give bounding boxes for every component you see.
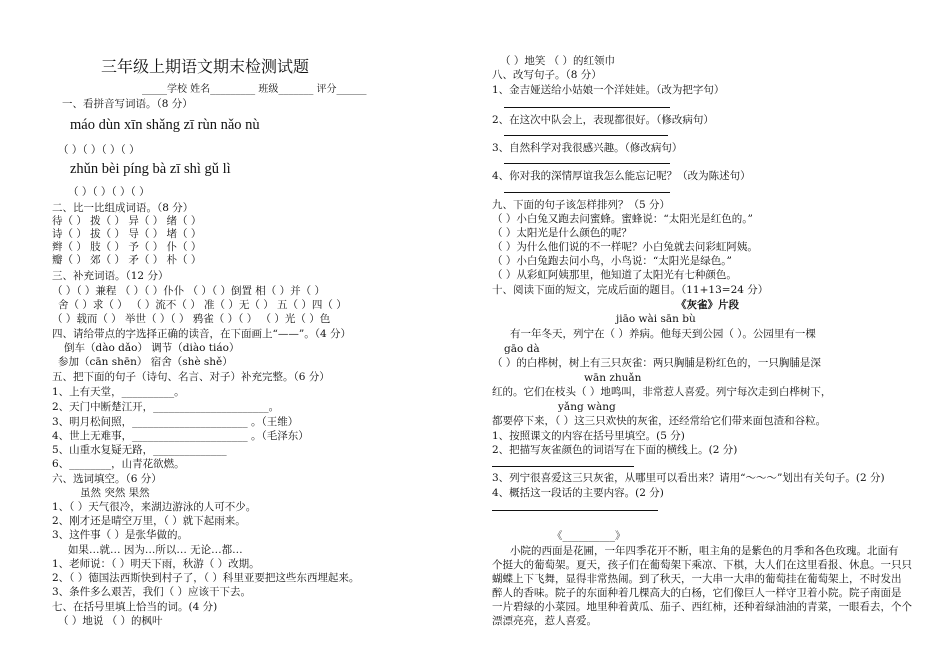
idiom-row-2: 舍（ ）求（ ） （ ）流不（ ） 准（ ）无（ ） 五（ ）四（ ） xyxy=(58,299,347,311)
section-3-heading: 三、补充词语。（12 分） xyxy=(52,270,169,282)
passage-2-title: 《__________》 xyxy=(552,530,626,542)
passage-1-question-3: 3、列宁很喜爱这三只灰雀，从哪里可以看出来？请用“～～～”划出有关句子。(2 分) xyxy=(492,472,885,484)
section-10-heading: 十、阅读下面的短文，完成后面的题目。（11+13=24 分） xyxy=(492,284,769,296)
passage-1-line-4: 都要停下来，（ ）这三只欢快的灰雀，还经常给它们带来面包渣和谷粒。 xyxy=(492,415,827,427)
fill-sentence-3: 3、这件事（ ）是张华做的。 xyxy=(52,529,189,541)
passage-1-pinyin-3: wān zhuǎn xyxy=(584,372,642,384)
word-choices-1: 虽然 突然 果然 xyxy=(80,487,150,499)
fill-sentence-1: 1、（ ）天气很冷，来湖边游泳的人可不少。 xyxy=(52,501,257,513)
fill-sentence-4: 1、老师说：（ ）明天下雨，秋游（ ）改期。 xyxy=(52,558,260,570)
reading-row-2: 参加（cān shēn） 宿舍（shè shě） xyxy=(58,356,233,368)
pinyin-row-1: máo dùn xīn shǎng zī rùn nǎo nù xyxy=(70,117,260,133)
section-5-heading: 五、把下面的句子（诗句、名言、对子）补充完整。（6 分） xyxy=(52,371,330,383)
order-item-5: （ ）从彩虹阿姨那里，他知道了太阳光有七种颜色。 xyxy=(492,269,737,281)
section-9-heading: 九、下面的句子该怎样排列？（5 分） xyxy=(492,199,671,211)
compare-row-1: 待（ ） 拨（ ） 异（ ） 绪（ ） xyxy=(52,215,202,227)
idiom-row-1: （ ）（ ）兼程 （ ）（ ）仆仆 （ ）（ ）倒置 相（ ）并（ ） xyxy=(52,285,325,297)
pinyin-row-2: zhǔn bèi píng bà zī shì gǔ lì xyxy=(70,161,231,177)
poem-line-6: 6、________，山青花欲燃。 xyxy=(52,458,185,470)
exam-title: 三年级上期语文期末检测试题 xyxy=(101,57,310,76)
passage-1-question-1: 1、按照课文的内容在括号里填空。(5 分) xyxy=(492,430,685,442)
answer-brackets-1: （ ）（ ）（ ）（ ） xyxy=(58,144,140,156)
passage-2-line-4: 醉人的香味。院子的东面种着几棵高大的白杨，它们像巨人一样守卫着小院。院子南面是 xyxy=(492,587,902,599)
fill-sentence-5: 2、（ ）德国法西斯快到村子了，（ ）科里亚要把这些东西埋起来。 xyxy=(52,572,360,584)
passage-1-line-3: 红的。它们在枝头（ ）地鸣叫，非常惹人喜爱。列宁每次走到白桦树下， xyxy=(492,386,832,398)
passage-1-question-2: 2、把描写灰雀颜色的词语写在下面的横线上。(2 分) xyxy=(492,444,738,456)
order-item-2: （ ）太阳光是什么颜色的呢？ xyxy=(492,227,632,239)
rewrite-item-3: 3、自然科学对我很感兴趣。（修改病句） xyxy=(492,142,683,154)
fill-sentence-2: 2、刚才还是晴空万里，（ ）就下起雨来。 xyxy=(52,515,246,527)
passage-1-pinyin-4: yǎng wàng xyxy=(558,401,616,413)
passage-2-line-6: 漂漂亮亮，惹人喜爱。 xyxy=(492,615,597,627)
phrase-row-2: （ ）地笑 （ ）的红领巾 xyxy=(500,55,616,67)
passage-2-line-3: 蝴蝶上下飞舞，显得非常热闹。到了秋天，一大串一大串的葡萄挂在葡萄架上，不时发出 xyxy=(492,573,902,585)
passage-1-line-2: （ ）的白桦树，树上有三只灰雀：两只胸脯是粉红色的，一只胸脯是深 xyxy=(492,357,821,369)
section-8-heading: 八、改写句子。（8 分） xyxy=(492,69,602,81)
poem-line-1: 1、上有天堂，__________。 xyxy=(52,386,185,398)
reading-row-1: 倒车（dào dǎo） 调节（diào tiáo） xyxy=(64,342,240,354)
order-item-4: （ ）小白兔跑去问小鸟，小鸟说：“太阳光是绿色。” xyxy=(492,255,732,267)
order-item-3: （ ）为什么他们说的不一样呢？小白兔就去问彩虹阿姨。 xyxy=(492,241,758,253)
passage-2-line-1: 小院的西面是花圃，一年四季花开不断，咀主角的是紫色的月季和各色玫瑰。北面有 xyxy=(510,545,899,557)
poem-line-4: 4、世上无难事，______________________ 。（毛泽东） xyxy=(52,430,309,442)
answer-line xyxy=(504,163,670,164)
compare-row-3: 辫（ ） 肢（ ） 予（ ） 仆（ ） xyxy=(52,241,202,253)
fill-sentence-6: 3、条件多么艰苦，我们（ ）应该干下去。 xyxy=(52,586,252,598)
poem-line-5: 5、山重水复疑无路，______________ xyxy=(52,444,227,456)
rewrite-item-4: 4、你对我的深情厚谊我怎么能忘记呢？（改为陈述句） xyxy=(492,170,751,182)
compare-row-4: 瓣（ ） 郊（ ） 矛（ ） 朴（ ） xyxy=(52,254,202,266)
phrase-row-1: （ ）地说 （ ）的枫叶 xyxy=(58,615,163,627)
order-item-1: （ ）小白兔又跑去问蜜蜂。蜜蜂说：“太阳光是红色的。” xyxy=(492,213,753,225)
passage-1-title: 《灰雀》片段 xyxy=(676,299,739,311)
passage-1-question-4: 4、概括这一段话的主要内容。(2 分) xyxy=(492,487,664,499)
answer-line xyxy=(492,510,658,511)
answer-line xyxy=(492,466,634,467)
answer-line xyxy=(504,192,670,193)
idiom-row-3: （ ）载而（ ） 举世（ ）（ ） 鸦雀（ ）（ ） （ ）光（ ）色 xyxy=(52,313,331,325)
word-choices-2: 如果…就… 因为…所以… 无论…都… xyxy=(68,544,243,556)
answer-line xyxy=(504,135,668,136)
passage-2-line-2: 个挺大的葡萄架。夏天，孩子们在葡萄架下乘凉、下棋，大人们在这里看报、休息。一只只 xyxy=(492,559,912,571)
section-7-heading: 七、在括号里填上恰当的词。(4 分) xyxy=(52,601,218,613)
section-2-heading: 二、比一比组成词语。（8 分） xyxy=(52,202,194,214)
student-info-line: _____学校 姓名_________ 班级_______ 评分______ xyxy=(142,84,367,95)
passage-1-line-1: 有一年冬天，列宁在（ ）养病。他每天到公园（ ）。公园里有一棵 xyxy=(510,328,816,340)
poem-line-2: 2、天门中断楚江开，______________________。 xyxy=(52,401,280,413)
passage-2-line-5: 一片碧绿的小菜园。地里种着黄瓜、茄子、西红柿，还种着绿油油的青菜，一眼看去，个个 xyxy=(492,601,912,613)
section-4-heading: 四、请给带点的字选择正确的读音，在下面画上“——”。（4 分） xyxy=(52,328,352,340)
rewrite-item-1: 1、金吉娅送给小姑娘一个洋娃娃。（改为把字句） xyxy=(492,84,725,96)
answer-brackets-2: （ ）（ ）（ ）（ ） xyxy=(68,186,150,198)
answer-line xyxy=(504,107,670,108)
compare-row-2: 诗（ ） 拔（ ） 导（ ） 堵（ ） xyxy=(52,228,202,240)
section-1-heading: 一、看拼音写词语。（8 分） xyxy=(62,98,193,110)
rewrite-item-2: 2、在这次中队会上，表现都很好。（修改病句） xyxy=(492,114,714,126)
passage-1-pinyin-2: gāo dà xyxy=(504,343,540,355)
section-6-heading: 六、选词填空。（6 分） xyxy=(52,473,162,485)
passage-1-pinyin-1: jiāo wài sān bù xyxy=(616,313,696,325)
poem-line-3: 3、明月松间照，______________________ 。（王维） xyxy=(52,416,299,428)
